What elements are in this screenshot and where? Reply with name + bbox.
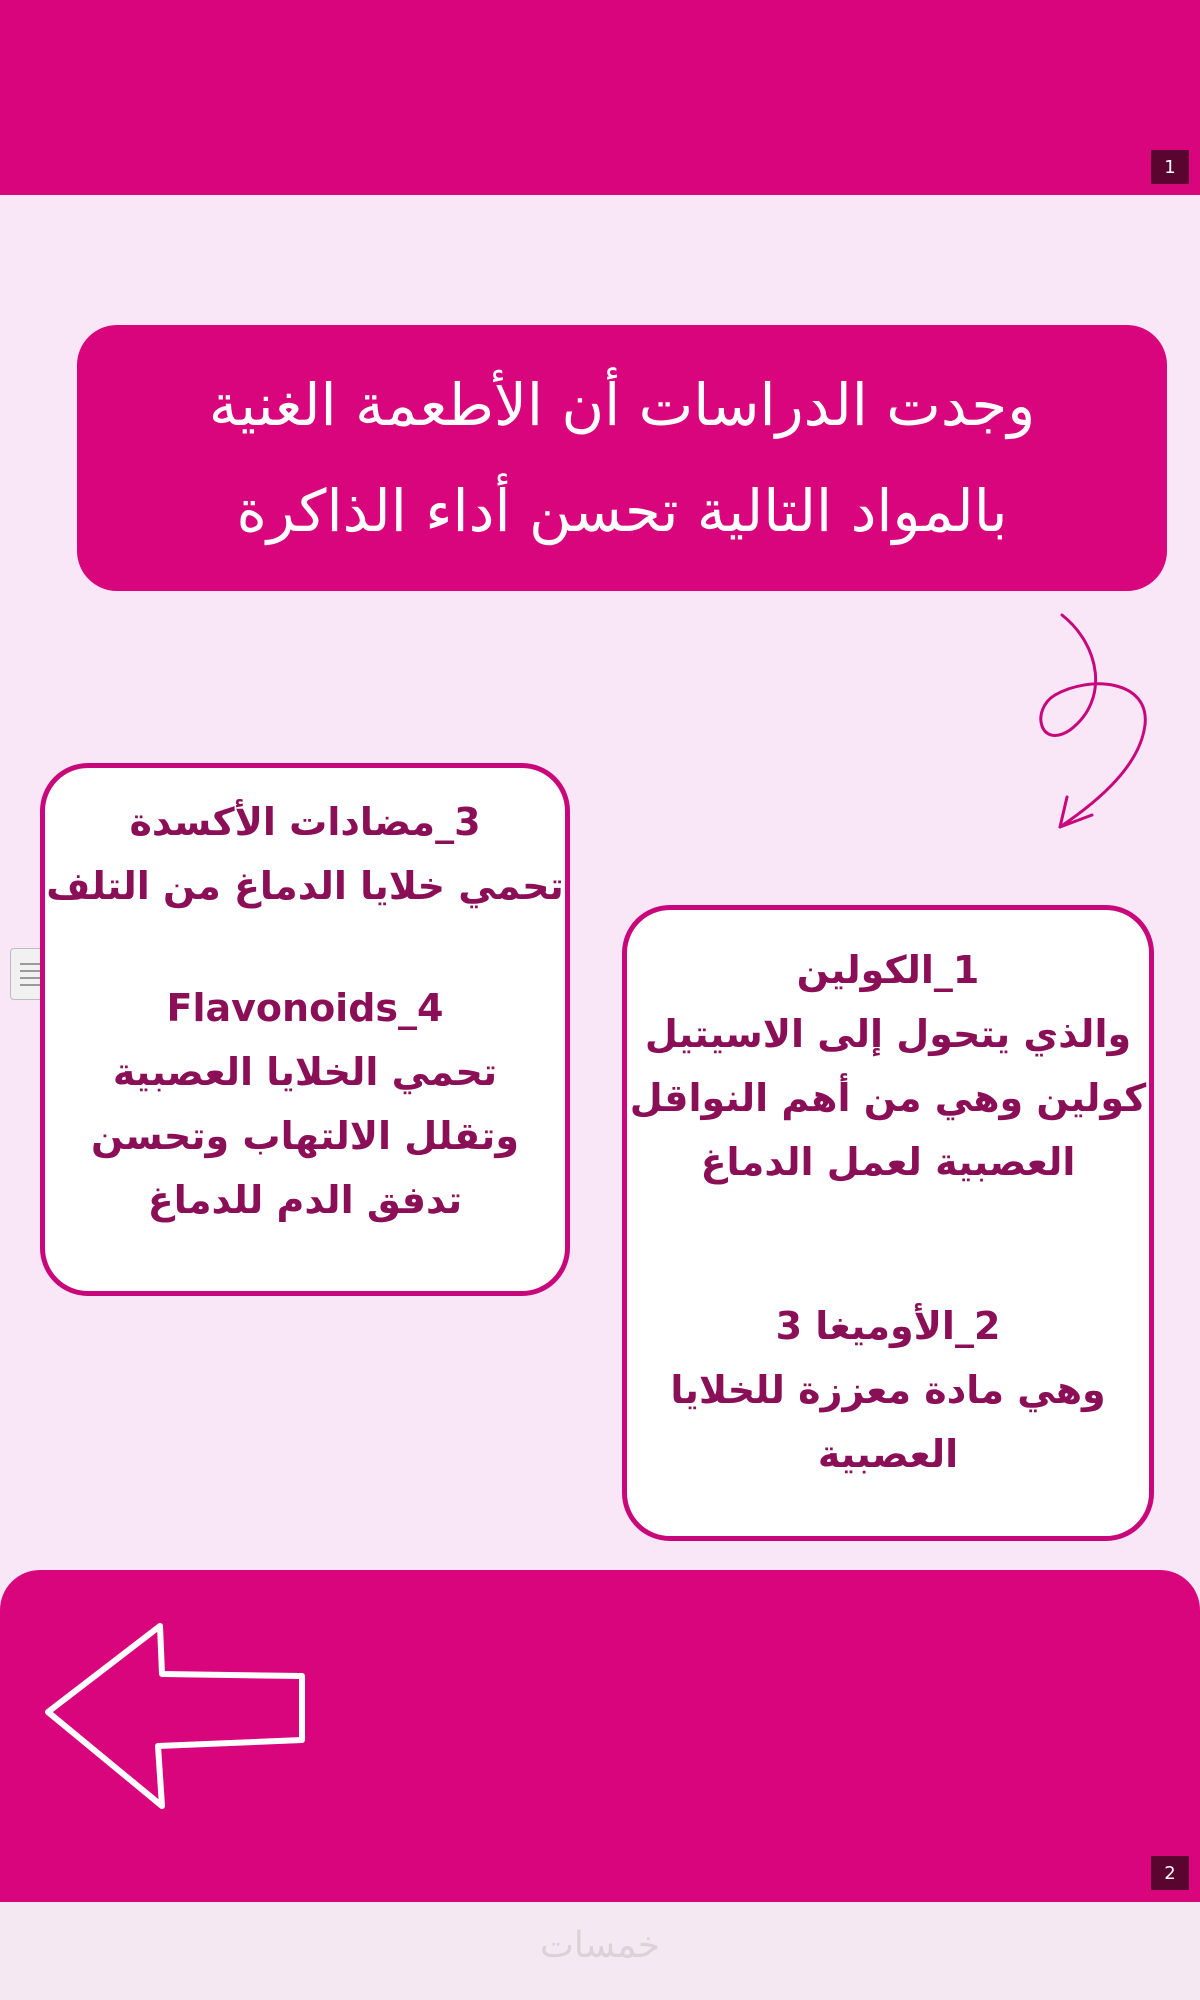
- item2-title: 2_الأوميغا 3: [775, 1304, 1001, 1348]
- card-antioxidants-flavonoids: [40, 763, 570, 1296]
- item1-title: 1_الكولين: [796, 948, 980, 992]
- page-number-text: 1: [1164, 156, 1176, 178]
- item4-text-line: تحمي الخلايا العصبية: [112, 1050, 498, 1094]
- item1-text-line: كولين وهي من أهم النواقل: [629, 1076, 1147, 1120]
- item1-text-line: والذي يتحول إلى الاسيتيل: [644, 1012, 1132, 1056]
- header-text: [117, 352, 1127, 564]
- arrow-left-icon[interactable]: [44, 1620, 314, 1810]
- item4-text-line: تدفق الدم للدماغ: [147, 1178, 463, 1222]
- item4-text-line: وتقلل الالتهاب وتحسن: [91, 1114, 519, 1158]
- page-number-text: 2: [1164, 1862, 1176, 1884]
- page-number-badge: [1151, 150, 1189, 184]
- spacer: [45, 918, 565, 976]
- item2-text-line: العصبية: [817, 1432, 959, 1476]
- card-choline-omega3: [622, 905, 1154, 1541]
- item3-text-line: تحمي خلايا الدماغ من التلف: [46, 864, 564, 908]
- site-logo: خمسات: [539, 1925, 661, 1966]
- item1-text-line: العصبية لعمل الدماغ: [700, 1140, 1076, 1184]
- item4-title: 4_Flavonoids: [166, 986, 444, 1030]
- header-line-2: بالمواد التالية تحسن أداء الذاكرة: [236, 477, 1008, 545]
- item2-text-line: وهي مادة معززة للخلايا: [670, 1368, 1106, 1412]
- spacer: [627, 1194, 1149, 1294]
- item3-title: 3_مضادات الأكسدة: [129, 800, 481, 844]
- page-number-badge: [1151, 1856, 1189, 1890]
- top-banner: [0, 0, 1200, 195]
- header-line-1: وجدت الدراسات أن الأطعمة الغنية: [208, 371, 1036, 439]
- curly-arrow-down-icon: [1020, 605, 1170, 835]
- header-box: [77, 325, 1167, 591]
